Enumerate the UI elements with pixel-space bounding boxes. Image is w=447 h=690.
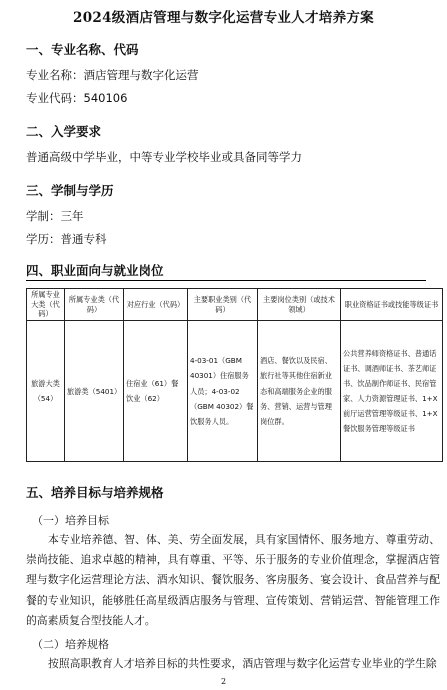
major-name-line: 专业名称：酒店管理与数字化运营 (26, 68, 199, 82)
section-heading-goals: 五、培养目标与培养规格 (26, 485, 164, 500)
divider (26, 280, 426, 281)
spec-paragraph: 按照高职教育人才培养目标的共性要求，酒店管理与数字化运营专业毕业的学生除 (48, 657, 437, 670)
table-cell: 旅游大类（54） (27, 321, 65, 462)
career-table (26, 288, 443, 462)
page-number: 2 (220, 677, 227, 686)
table-cell: 酒店、餐饮以及民宿、旅行社等其他住宿新业态和高端服务企业的服务、营销、运营与管理岗位群。 (258, 321, 341, 462)
duration-line: 学制：三年 (26, 209, 84, 223)
table-cell: 公共营养师资格证书、普通话证书、调酒师证书、茶艺师证书、饮品制作师证书、民宿管家、人力资源管理证书、1+X前厅运营管理等级证书、1+X餐饮服务管理等级证书 (341, 321, 443, 462)
table-cell: 住宿业（61）餐饮业（62） (124, 321, 188, 462)
subheading-spec: （二）培养规格 (32, 638, 109, 651)
table-row (27, 321, 443, 462)
goal-paragraph: 本专业培养德、智、体、美、劳全面发展，具有家国情怀、服务地方、尊重劳动、崇尚技能、追求卓越的精神，具有尊重、平等、乐于服务的专业价值理念，掌握酒店管理与数字化运营理论方法、酒水知识、餐饮服务、客房服务、宴会设计、食品营养与配餐的专业知识，能够胜任高星级酒店服务与管理、宣传策划、营销运营、智能管理工作的高素质复合型技能人才。 (26, 533, 440, 627)
subheading-goal: （一）培养目标 (32, 514, 109, 527)
section-heading-major: 一、专业名称、代码 (26, 42, 139, 57)
section-heading-admission: 二、入学要求 (26, 124, 102, 139)
section-heading-career: 四、职业面向与就业岗位 (26, 263, 164, 278)
table-header-cell: 所属专业大类（代码） (27, 289, 65, 321)
table-cell: 4-03-01（GBM 40301）住宿服务人员；4-03-02（GBM 40302）餐饮服务人员。 (188, 321, 258, 462)
degree-line: 学历：普通专科 (26, 232, 107, 246)
major-code-line: 专业代码：540106 (26, 91, 128, 105)
table-header-cell: 职业资格证书或技能等级证书 (341, 289, 443, 321)
admission-requirement: 普通高级中学毕业，中等专业学校毕业或具备同等学力 (26, 150, 302, 164)
table-cell: 旅游类（5401） (65, 321, 124, 462)
section-heading-duration: 三、学制与学历 (26, 183, 114, 198)
table-header-cell: 主要职业类别（代码） (188, 289, 258, 321)
table-header-row (27, 289, 443, 321)
page-title: 2024级酒店管理与数字化运营专业人才培养方案 (73, 10, 374, 26)
table-header-cell: 所属专业类（代码） (65, 289, 124, 321)
table-header-cell: 主要岗位类别（或技术领域） (258, 289, 341, 321)
table-header-cell: 对应行业（代码） (124, 289, 188, 321)
